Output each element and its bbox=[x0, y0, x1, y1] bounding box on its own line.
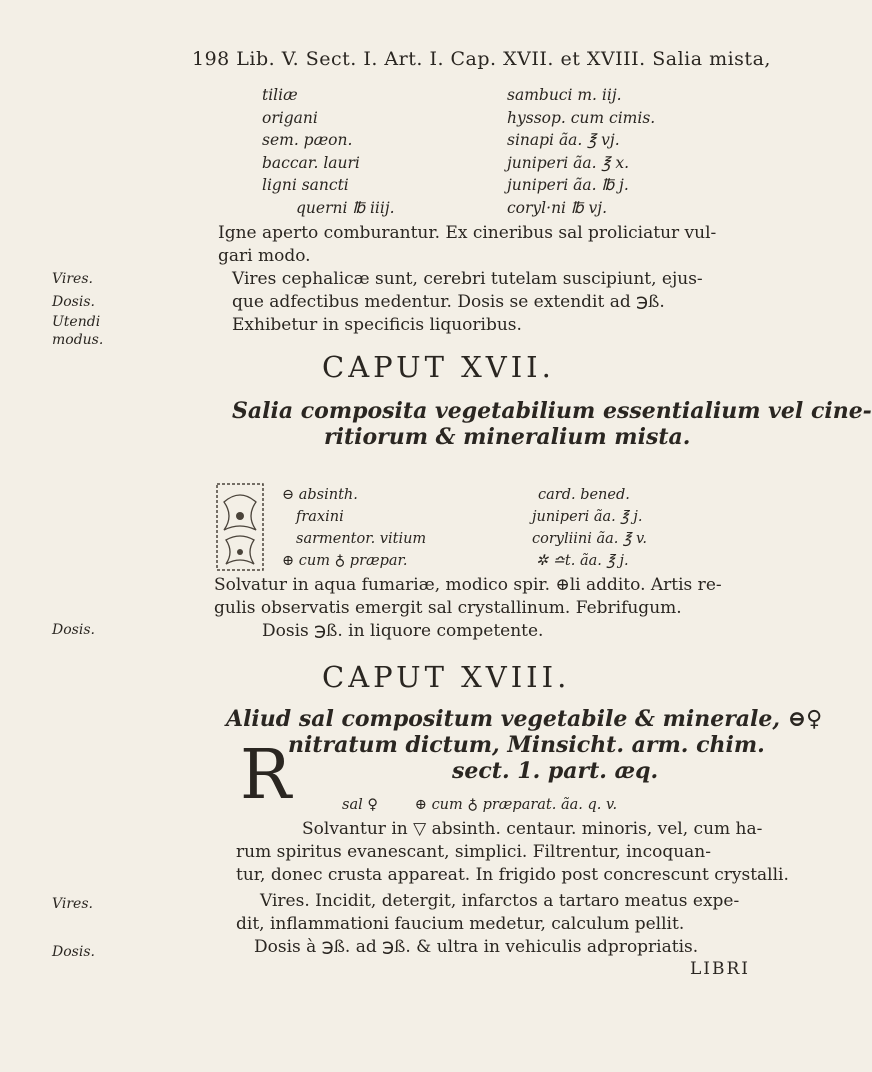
margin-note-modus: modus. bbox=[52, 332, 104, 348]
recipe-line: coryl·ni ℔ vj. bbox=[507, 198, 608, 217]
title-line: Aliud sal compositum vegetabile & minerale, ⊖♀ bbox=[226, 706, 823, 732]
text-line: Vires cephalicæ sunt, cerebri tutelam suscipiunt, ejus- bbox=[232, 269, 703, 289]
text-line: que adfectibus medentur. Dosis se extendit ad ℈ß. bbox=[232, 292, 665, 312]
margin-note-vires: Vires. bbox=[52, 271, 93, 287]
drop-cap-initial: R bbox=[240, 736, 292, 815]
recipe1-left-column bbox=[262, 84, 462, 219]
text-line: Solvantur in ▽ absinth. centaur. minoris, vel, cum ha- bbox=[302, 819, 763, 839]
chapter-title-17 bbox=[232, 398, 872, 450]
chapter-title-18 bbox=[226, 706, 822, 784]
margin-note-dosis: Dosis. bbox=[52, 294, 95, 310]
recipe-line: origani bbox=[262, 108, 318, 127]
recipe-line: ⊕ cum ♁ præpar. bbox=[282, 553, 408, 569]
recipe-line: ⊖ absinth. bbox=[282, 487, 358, 503]
margin-note-vires: Vires. bbox=[52, 896, 93, 912]
running-head: 198 Lib. V. Sect. I. Art. I. Cap. XVII. et XVIII. Salia mista, bbox=[192, 48, 771, 70]
text-line: gulis observatis emergit sal crystallinum. Febrifugum. bbox=[214, 598, 682, 618]
recipe-line: hyssop. cum cimis. bbox=[507, 108, 656, 127]
paragraph-dosis-17: Dosis ℈ß. in liquore competente. bbox=[262, 621, 544, 641]
ornament-vignette bbox=[216, 482, 264, 572]
recipe1-right-column bbox=[507, 84, 767, 219]
title-line: sect. 1. part. æq. bbox=[452, 758, 659, 784]
paragraph-solvantur bbox=[236, 818, 789, 887]
text-line: Exhibetur in specificis liquoribus. bbox=[232, 315, 522, 335]
paragraph-vires-dosis bbox=[232, 268, 703, 337]
text-line: gari modo. bbox=[218, 246, 311, 266]
text-line: Dosis à ℈ß. ad ℈ß. & ultra in vehiculis adpropriatis. bbox=[254, 937, 699, 957]
recipe-line: querni ℔ iiij. bbox=[296, 198, 395, 217]
recipe-line: juniperi ãa. ℥ j. bbox=[532, 509, 643, 525]
recipe-line: coryliini ãa. ℥ v. bbox=[532, 531, 648, 547]
recipe-line: juniperi ãa. ℔ j. bbox=[507, 176, 629, 194]
recipe-line: tiliæ bbox=[262, 86, 298, 104]
paragraph-solvatur bbox=[214, 574, 722, 620]
chapter-heading-17: CAPUT XVII. bbox=[322, 350, 555, 384]
paragraph-vires-18 bbox=[236, 890, 740, 959]
recipe-line: fraxini bbox=[296, 509, 344, 525]
text-line: rum spiritus evanescant, simplici. Filtrentur, incoquan- bbox=[236, 842, 711, 862]
recipe-line: baccar. lauri bbox=[262, 153, 360, 172]
text-line: tur, donec crusta appareat. In frigido post concrescunt crystalli. bbox=[236, 865, 789, 885]
recipe-line: sambuci m. iij. bbox=[507, 86, 622, 104]
title-line: Salia composita vegetabilium essentialium vel cine- bbox=[232, 398, 872, 424]
recipe-line: sarmentor. vitium bbox=[296, 531, 427, 547]
recipe-line: ligni sancti bbox=[262, 176, 349, 194]
text-line: dit, inflammationi faucium medetur, calculum pellit. bbox=[236, 914, 685, 934]
recipe-line: ✲ ≏t. ãa. ℥ j. bbox=[536, 553, 629, 569]
text-line: Igne aperto comburantur. Ex cineribus sal proliciatur vul- bbox=[218, 223, 717, 243]
catchword: LIBRI bbox=[690, 959, 751, 979]
recipe-line: card. bened. bbox=[538, 487, 630, 503]
text-line: Solvatur in aqua fumariæ, modico spir. ⊕li addito. Artis re- bbox=[214, 575, 722, 595]
title-line: ritiorum & mineralium mista. bbox=[324, 424, 691, 450]
margin-note-dosis: Dosis. bbox=[52, 622, 95, 638]
paragraph-combustion bbox=[218, 222, 716, 268]
recipe2-left-column bbox=[282, 484, 426, 572]
chapter-heading-18: CAPUT XVIII. bbox=[322, 660, 571, 694]
recipe2-right-column bbox=[532, 484, 647, 572]
margin-note-utendi: Utendi bbox=[52, 314, 101, 330]
recipe-line: sinapi ãa. ℥ vj. bbox=[507, 131, 620, 149]
text-line: Vires. Incidit, detergit, infarctos a tartaro meatus expe- bbox=[260, 891, 740, 911]
margin-note-dosis: Dosis. bbox=[52, 944, 95, 960]
title-line: nitratum dictum, Minsicht. arm. chim. bbox=[288, 732, 765, 758]
recipe-line: juniperi ãa. ℥ x. bbox=[507, 153, 630, 172]
recipe-line: sem. pæon. bbox=[262, 131, 353, 149]
recipe3-line: sal ♀ ⊕ cum ♁ præparat. ãa. q. v. bbox=[342, 797, 618, 813]
